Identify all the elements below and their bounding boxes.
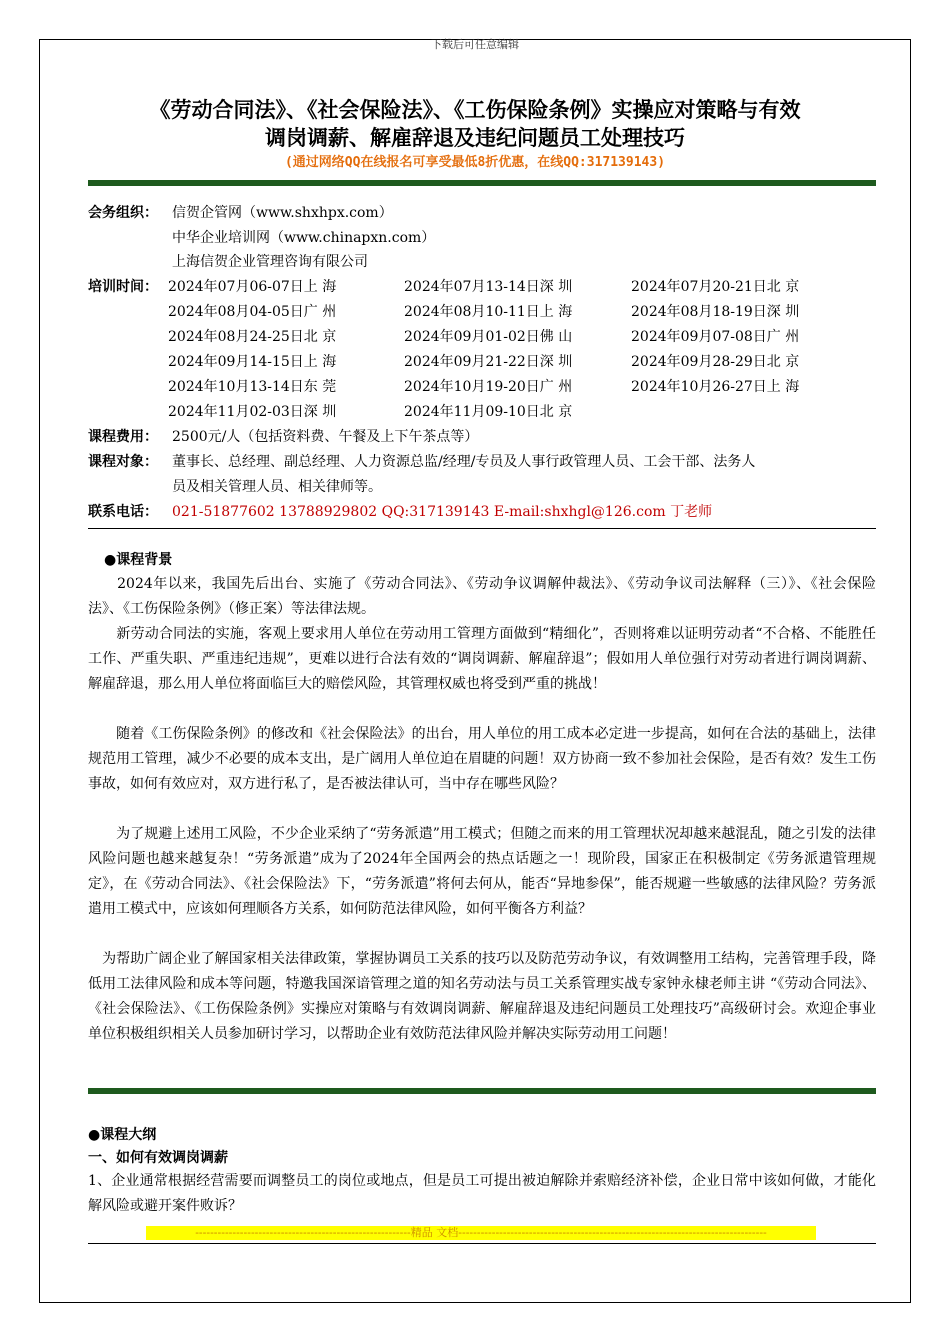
schedule-item: 2024年08月24-25日北 京: [168, 329, 337, 345]
contact-text: 021-51877602 13788929802 QQ:317139143 E-mail:shxhgl@126.com 丁老师: [172, 504, 713, 520]
audience-line-1: 董事长、总经理、副总经理、人力资源总监/经理/专员及人事行政管理人员、工会干部、法务人: [172, 454, 756, 470]
outline-item-1: 1、企业通常根据经营需要而调整员工的岗位或地点，但是员工可提出被迫解除并索赔经济补偿，企业日常中该如何做，才能化解风险或避开案件败诉？: [88, 1173, 876, 1214]
top-rule: [88, 180, 876, 186]
background-paragraph-1: 2024年以来，我国先后出台、实施了《劳动合同法》、《劳动争议调解仲裁法》、《劳动争议司法解释（三）》、《社会保险法》、《工伤保险条例》（修正案）等法律法规。: [88, 576, 876, 617]
background-paragraph-5: 为帮助广阔企业了解国家相关法律政策，掌握协调员工关系的技巧以及防范劳动争议，有效调整用工结构，完善管理手段，降低用工法律风险和成本等问题，特邀我国深谙管理之道的知名劳动法与员工关系管理实战专家钟永棣老师主讲 “《劳动合同法》、《社会保险法》、《工伤保险条例》实操应对策略与有效调岗调薪、解雇辞退及违纪问题员工处理技巧”高级研讨会。欢迎企事业单位积极组织相关人员参加研讨学习，以帮助企业有效防范法律风险并解决实际劳动用工问题！: [88, 951, 876, 1042]
background-paragraph-3: 随着《工伤保险条例》的修改和《社会保险法》的出台，用人单位的用工成本必定进一步提高，如何在合法的基础上，法律规范用工管理，减少不必要的成本支出，是广阔用人单位迫在眉睫的问题！双方协商一致不参加社会保险，是否有效？发生工伤事故，如何有效应对，双方进行私了，是否被法律认可，当中存在哪些风险？: [88, 726, 876, 792]
promo-text: (通过网络QQ在线报名可享受最低8折优惠，在线QQ:317139143): [284, 155, 666, 170]
organizer-2: 中华企业培训网（www.chinapxn.com）: [172, 230, 436, 246]
audience-label: 课程对象：: [88, 454, 158, 470]
background-heading: ●课程背景: [104, 552, 173, 568]
section-rule: [88, 1088, 876, 1094]
schedule-item: 2024年09月28-29日北 京: [631, 354, 800, 370]
background-paragraph-4: 为了规避上述用工风险，不少企业采纳了“劳务派遣”用工模式；但随之而来的用工管理状况却越来越混乱，随之引发的法律风险问题也越来越复杂！“劳务派遣”成为了2024年全国两会的热点话题之一！现阶段，国家正在积极制定《劳务派遣管理规定》，在《劳动合同法》、《社会保险法》下，“劳务派遣”将何去何从，能否“异地参保”，能否规避一些敏感的法律风险？劳务派遣用工模式中，应该如何理顺各方关系，如何防范法律风险，如何平衡各方利益？: [88, 826, 876, 917]
outline-heading: ●课程大纲: [88, 1127, 157, 1143]
header-note: 下载后可任意编辑: [431, 38, 519, 51]
title-line-2: 调岗调薪、解雇辞退及违纪问题员工处理技巧: [265, 126, 685, 150]
footer-banner: ----------------------------------------------------------精品 文档-----------------------------------------------------------------------------------: [146, 1226, 816, 1240]
schedule-item: 2024年11月09-10日北 京: [404, 404, 573, 420]
schedule-item: 2024年07月13-14日深 圳: [404, 279, 573, 295]
schedule-item: 2024年09月21-22日深 圳: [404, 354, 573, 370]
schedule-item: 2024年09月14-15日上 海: [168, 354, 337, 370]
organizers-label: 会务组织：: [88, 205, 158, 221]
divider: [88, 528, 876, 529]
fee-text: 2500元/人（包括资料费、午餐及上下午茶点等）: [172, 429, 479, 445]
schedule-item: 2024年07月06-07日上 海: [168, 279, 337, 295]
schedule-item: 2024年08月04-05日广 州: [168, 304, 337, 320]
schedule-label: 培训时间：: [88, 279, 158, 295]
schedule-item: 2024年09月07-08日广 州: [631, 329, 800, 345]
background-paragraph-2: 新劳动合同法的实施，客观上要求用人单位在劳动用工管理方面做到“精细化”，否则将难以证明劳动者“不合格、不能胜任工作、严重失职、严重违纪违规”，更难以进行合法有效的“调岗调薪、解雇辞退”；假如用人单位强行对劳动者进行调岗调薪、解雇辞退，那么用人单位将面临巨大的赔偿风险，其管理权威也将受到严重的挑战！: [88, 626, 876, 692]
schedule-item: 2024年09月01-02日佛 山: [404, 329, 573, 345]
organizer-3: 上海信贺企业管理咨询有限公司: [172, 254, 368, 270]
schedule-item: 2024年07月20-21日北 京: [631, 279, 800, 295]
schedule-item: 2024年08月18-19日深 圳: [631, 304, 800, 320]
schedule-item: 2024年10月13-14日东 莞: [168, 379, 337, 395]
organizer-1: 信贺企管网（www.shxhpx.com）: [172, 205, 393, 221]
footer-rule: [88, 1243, 876, 1244]
outline-section-1: 一、如何有效调岗调薪: [88, 1150, 228, 1166]
schedule-item: 2024年10月26-27日上 海: [631, 379, 800, 395]
fee-label: 课程费用：: [88, 429, 158, 445]
title-line-1: 《劳动合同法》、《社会保险法》、《工伤保险条例》实操应对策略与有效: [149, 98, 801, 122]
schedule-item: 2024年10月19-20日广 州: [404, 379, 573, 395]
schedule-item: 2024年11月02-03日深 圳: [168, 404, 337, 420]
audience-line-2: 员及相关管理人员、相关律师等。: [172, 479, 382, 495]
contact-label: 联系电话：: [88, 504, 158, 520]
schedule-item: 2024年08月10-11日上 海: [404, 304, 573, 320]
